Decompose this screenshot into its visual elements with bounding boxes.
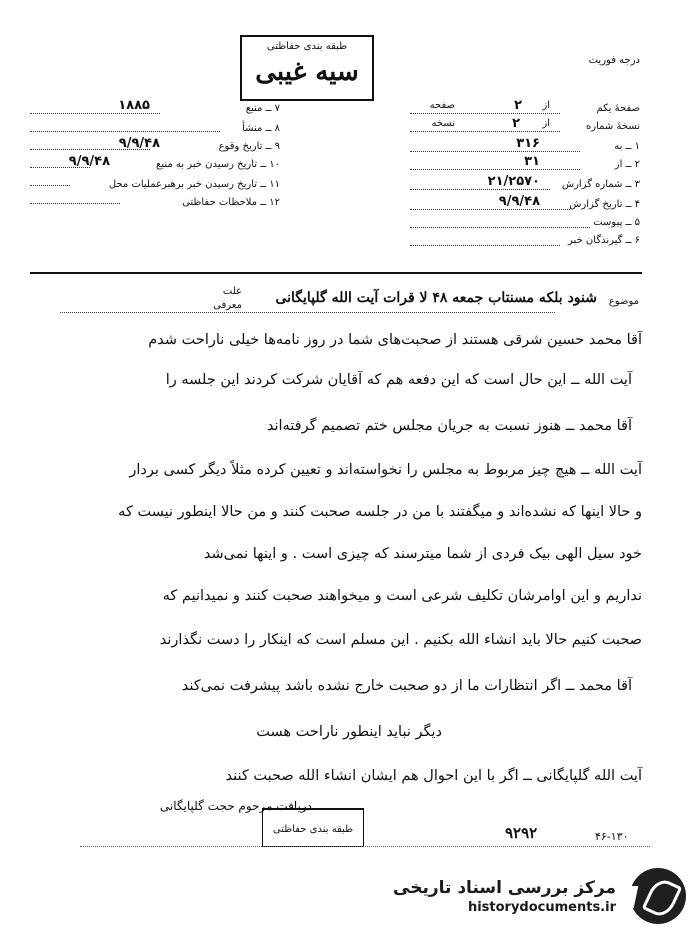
watermark-url: historydocuments.ir bbox=[467, 900, 616, 915]
subject-text: شنود بلکه مسنتاب جمعه ۴۸ لا قرات آیت الله گلپایگانی bbox=[275, 290, 597, 306]
field-occurrence-date: ۹ ــ تاریخ وقوع ۹/۹/۴۸ bbox=[118, 136, 280, 152]
body-line: آیت الله ــ هیچ چیز مربوط به مجلس را نخواسته‌اند و تعیین کرده مثلاً دیگر کسی بردار bbox=[129, 462, 642, 478]
field-received-date: ۱۰ ــ تاریخ رسیدن خبر به منبع ۹/۹/۴۸ bbox=[68, 154, 280, 170]
subject-label: موضوع bbox=[608, 296, 639, 307]
field-recipients: ۶ ــ گیرندگان خبر bbox=[568, 235, 640, 246]
field-copy: نسخهٔ شماره از ۲ نسخه bbox=[431, 116, 640, 132]
closing-line: دریافت مرحوم حجت گلپایگانی bbox=[159, 799, 312, 813]
body-line: خود سیل الهی بیک فردی از شما میترسند که چیزی است . و اینها نمی‌شد bbox=[203, 546, 642, 562]
field-report-number: ۳ ــ شماره گزارش ۲۱/۲۵۷۰ bbox=[487, 174, 640, 190]
document-code: ۴۶-۱۳۰ bbox=[595, 830, 629, 843]
document-number: ۹۲۹۲ bbox=[505, 824, 538, 842]
field-from: ۲ ــ از ۳۱ bbox=[524, 154, 640, 170]
watermark-name: مرکز بررسی اسناد تاریخی bbox=[393, 878, 616, 898]
stamp-word: سیه غیبی bbox=[255, 57, 359, 87]
field-source: ۷ ــ منبع ۱۸۸۵ bbox=[118, 98, 280, 114]
body-line: و حالا اینها که نشده‌اند و میگفتند با من در جلسه صحبت کنند و من حالا اینطور نیست که bbox=[118, 504, 642, 520]
closing-line: آیت الله گلپایگانی ــ اگر با این احوال هم ایشان انشاء الله صحبت کنند bbox=[225, 768, 642, 784]
field-page: صفحهٔ یکم از ۲ صفحه bbox=[429, 98, 640, 114]
field-origin: ۸ ــ منشأ bbox=[242, 123, 280, 134]
body-line: آیت الله ــ این حال است که این دفعه هم که آقایان شرکت کردند این جلسه را bbox=[165, 372, 632, 388]
body-line: آقا محمد ــ هنوز نسبت به جریان مجلس ختم تصمیم گرفته‌اند bbox=[266, 418, 632, 434]
body-line: صحبت کنیم حالا باید انشاء الله بکنیم . این مسلم است که اینکار را دست نگذارند bbox=[159, 632, 642, 648]
subject-side-bottom: معرفی bbox=[213, 300, 242, 311]
field-attachment: ۵ ــ پیوست bbox=[593, 217, 640, 228]
body-line: دیگر نباید اینطور ناراحت هست bbox=[256, 724, 442, 740]
classification-stamp bbox=[240, 35, 374, 101]
field-security-notes: ۱۲ ــ ملاحظات حفاظتی bbox=[182, 197, 280, 208]
footer-classification-stamp: طبقه بندی حفاظتی bbox=[262, 808, 364, 847]
body-line: نداریم و این اوامرشان تکلیف شرعی است و میخواهند صحبت کنند و نمیدانیم که bbox=[162, 588, 642, 604]
priority-label: درجه فوریت bbox=[588, 55, 640, 66]
body-line: آقا محمد حسین شرقی هستند از صحبت‌های شما در روز نامه‌ها خیلی ناراحت شدم bbox=[148, 332, 642, 348]
field-report-date: ۴ ــ تاریخ گزارش ۹/۹/۴۸ bbox=[498, 194, 640, 210]
field-ops-date: ۱۱ ــ تاریخ رسیدن خبر برهبرعملیات محل bbox=[108, 179, 280, 190]
header-divider bbox=[30, 272, 642, 274]
subject-side-top: علت bbox=[222, 286, 242, 297]
stamp-label: طبقه بندی حفاظتی bbox=[266, 41, 348, 52]
field-to: ۱ ــ به ۳۱۶ bbox=[516, 136, 640, 152]
body-line: آقا محمد ــ اگر انتظارات ما از دو صحبت خارج نشده باشد پیشرفت نمی‌کند bbox=[181, 678, 632, 694]
